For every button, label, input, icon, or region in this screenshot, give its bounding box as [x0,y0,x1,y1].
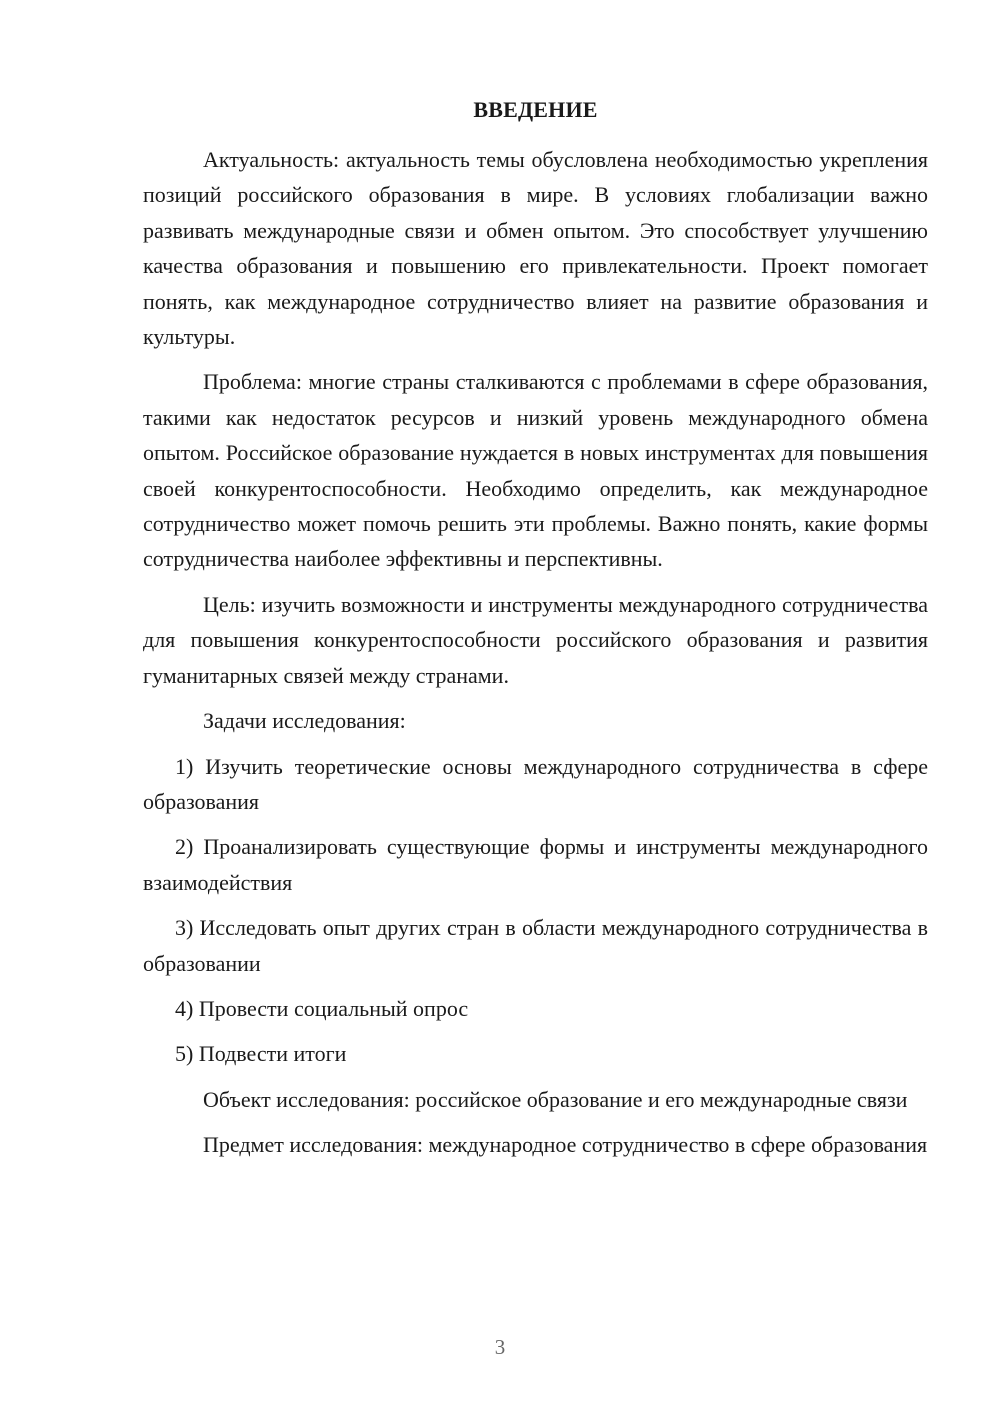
task-item: 4) Провести социальный опрос [175,995,469,1021]
task-item: 5) Подвести итоги [175,1041,347,1067]
tasks-heading: Задачи исследования: [203,708,406,734]
page-number: 3 [494,1335,506,1359]
research-object-paragraph: Объект исследования: российское образование и его международные связи [203,1086,908,1112]
task-item: 3) Исследовать опыт других стран в области международного сотрудничества в образовании [143,915,928,976]
task-item: 2) Проанализировать существующие формы и инструменты международного взаимодействия [143,834,928,895]
page-title: ВВЕДЕНИЕ [473,97,598,122]
problem-paragraph: Проблема: многие страны сталкиваются с проблемами в сфере образования, такими как недостаток ресурсов и низкий уровень международного обмена опытом. Российское образование нуждается в новых инструментах для повышения своей конкурентоспособности. Необходимо определить, как международное сотрудничество может помочь решить эти проблемы. Важно понять, какие формы сотрудничества наиболее эффективны и перспективны. [143,369,928,572]
goal-paragraph: Цель: изучить возможности и инструменты международного сотрудничества для повышения конкурентоспособности российского образования и развития гуманитарных связей между странами. [143,591,928,688]
relevance-paragraph: Актуальность: актуальность темы обусловлена необходимостью укрепления позиций российского образования в мире. В условиях глобализации важно развивать международные связи и обмен опытом. Это способствует улучшению качества образования и повышению его привлекательности. Проект помогает понять, как международное сотрудничество влияет на развитие образования и культуры. [143,147,928,350]
document-body [143,142,928,1163]
task-item: 1) Изучить теоретические основы международного сотрудничества в сфере образования [143,753,928,814]
research-subject-paragraph: Предмет исследования: международное сотрудничество в сфере образования [203,1132,928,1158]
